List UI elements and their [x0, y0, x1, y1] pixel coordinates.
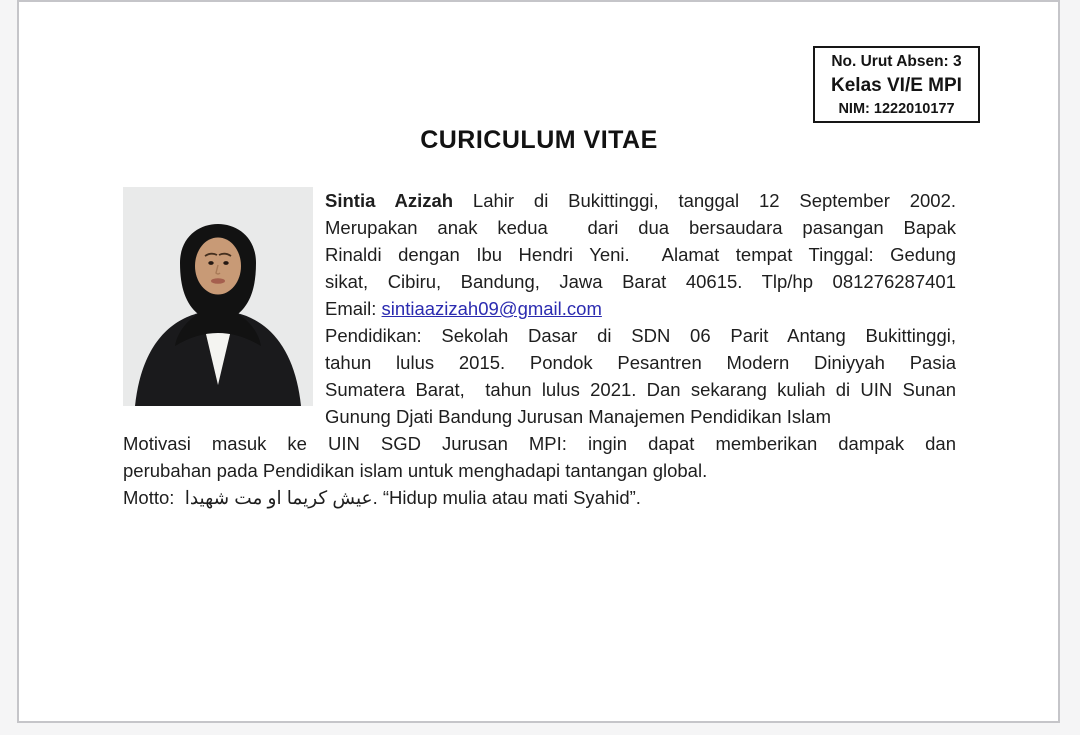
cv-text-run: Pendidikan: Sekolah Dasar di SDN 06 Parit Antang Bukittinggi,: [325, 325, 956, 346]
cv-text-run: Lahir di Bukittinggi, tanggal 12 September 2002.: [453, 190, 956, 211]
page-title: CURICULUM VITAE: [420, 126, 658, 154]
cv-text-run: . “Hidup mulia atau mati Syahid”.: [372, 487, 641, 508]
cv-line: [325, 241, 956, 268]
cv-line: [325, 187, 956, 214]
cv-line: [325, 403, 956, 430]
cv-text-run: Gunung Djati Bandung Jurusan Manajemen Pendidikan Islam: [325, 406, 831, 427]
cv-text-run: Merupakan anak kedua dari dua bersaudara pasangan Bapak: [325, 217, 956, 238]
absen-number-label: No. Urut Absen: 3: [831, 52, 962, 70]
cv-line: [325, 214, 956, 241]
motto-arabic-text: عيش كريما او مت شهيدا: [184, 487, 373, 508]
nim-label: NIM: 1222010177: [838, 100, 955, 117]
cv-text-run: sikat, Cibiru, Bandung, Jawa Barat 40615. Tlp/hp 081276287401: [325, 271, 956, 292]
cv-line: [325, 295, 956, 322]
cv-line: [123, 430, 956, 457]
person-name: Sintia Azizah: [325, 190, 454, 211]
cv-line: [123, 484, 956, 511]
cv-line: [123, 457, 956, 484]
cv-text-run: Sumatera Barat, tahun lulus 2021. Dan sekarang kuliah di UIN Sunan: [325, 379, 956, 400]
cv-text-run: Email:: [325, 298, 382, 319]
cv-text-run: Motto:: [123, 487, 185, 508]
email-link[interactable]: sintiaazizah09@gmail.com: [381, 298, 602, 319]
cv-line: [325, 349, 956, 376]
cv-text-run: tahun lulus 2015. Pondok Pesantren Modern Diniyyah Pasia: [325, 352, 956, 373]
cv-line: [325, 376, 956, 403]
cv-line: [325, 322, 956, 349]
cv-text-run: perubahan pada Pendidikan islam untuk menghadapi tantangan global.: [123, 460, 708, 481]
cv-text-run: Rinaldi dengan Ibu Hendri Yeni. Alamat tempat Tinggal: Gedung: [325, 244, 956, 265]
class-label: Kelas VI/E MPI: [831, 74, 962, 96]
cv-text-run: Motivasi masuk ke UIN SGD Jurusan MPI: ingin dapat memberikan dampak dan: [123, 433, 956, 454]
cv-line: [325, 268, 956, 295]
